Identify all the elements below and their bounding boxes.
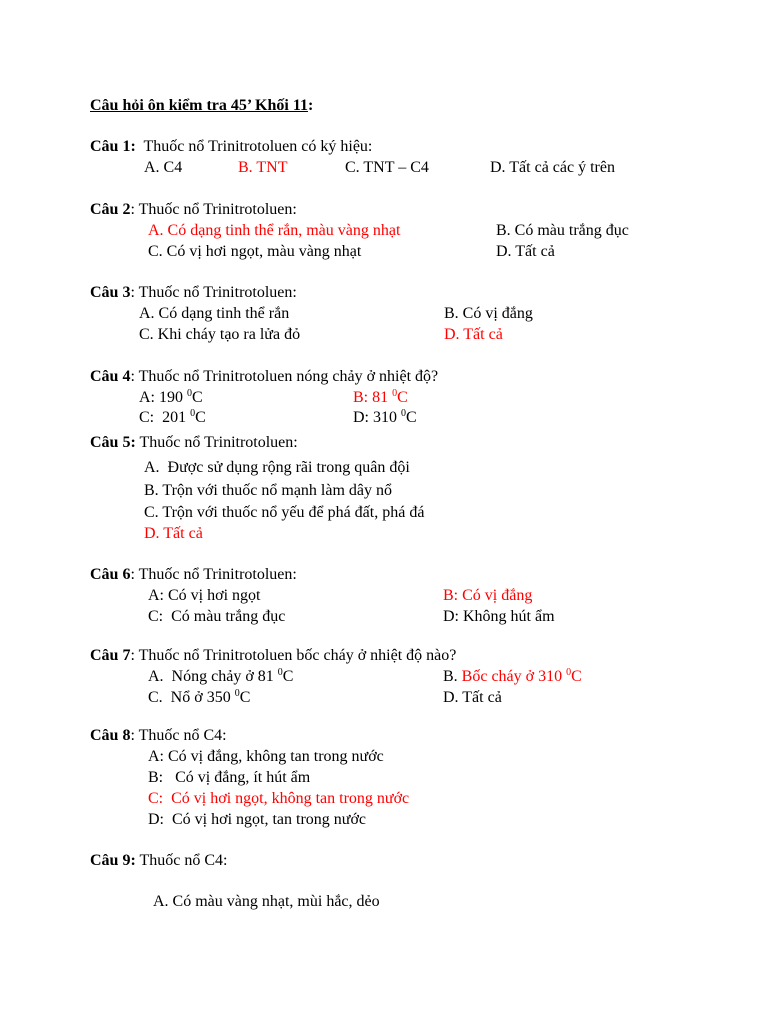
question-8 bbox=[90, 728, 227, 744]
q5-option-d-answer: D. Tất cả bbox=[144, 525, 203, 542]
question-1 bbox=[90, 139, 372, 155]
option-text: D. Tất cả bbox=[443, 689, 502, 706]
option-text: B: 81 bbox=[353, 389, 393, 406]
q1-option-b-answer: B. TNT bbox=[238, 159, 288, 176]
question-6 bbox=[90, 567, 297, 583]
question-7 bbox=[90, 648, 456, 664]
question-5 bbox=[90, 435, 298, 451]
unit: C bbox=[282, 668, 294, 685]
title-text: Câu hỏi ôn kiểm tra 45’ Khối 11 bbox=[90, 97, 308, 114]
unit: C bbox=[195, 409, 206, 426]
q8-option-c-answer: C: Có vị hơi ngọt, không tan trong nước bbox=[148, 790, 410, 807]
q8-option-a: A: Có vị đắng, không tan trong nước bbox=[148, 748, 384, 765]
q2-option-d: D. Tất cả bbox=[496, 243, 555, 260]
q8-option-d: D: Có vị hơi ngọt, tan trong nước bbox=[148, 811, 367, 828]
question-text: : Thuốc nổ C4: bbox=[130, 727, 227, 744]
degree-sup: 0 bbox=[566, 667, 572, 678]
option-text: A. Nóng chảy ở 81 bbox=[148, 668, 278, 685]
title-colon: : bbox=[307, 97, 314, 114]
q3-option-b: B. Có vị đắng bbox=[444, 305, 533, 322]
question-text: : Thuốc nổ Trinitrotoluen nóng chảy ở nhiệt độ? bbox=[130, 368, 439, 385]
option-text: Bốc cháy ở 310 bbox=[461, 668, 567, 685]
degree-sup: 0 bbox=[401, 408, 406, 419]
q7-option-d bbox=[443, 690, 502, 706]
question-text: : Thuốc nổ Trinitrotoluen: bbox=[130, 201, 297, 218]
degree-sup: 0 bbox=[187, 388, 192, 399]
option-text: C. Nổ ở 350 bbox=[148, 689, 235, 706]
option-text: C: 201 bbox=[139, 409, 191, 426]
q5-option-a: A. Được sử dụng rộng rãi trong quân đội bbox=[144, 459, 410, 476]
q7-option-c bbox=[148, 690, 250, 706]
q6-option-c: C: Có màu trắng đục bbox=[148, 608, 286, 625]
document-title bbox=[90, 98, 313, 114]
degree-sup: 0 bbox=[392, 388, 398, 399]
q4-option-a bbox=[139, 390, 203, 406]
question-number: Câu 1: bbox=[90, 138, 136, 155]
question-text: : Thuốc nổ Trinitrotoluen: bbox=[130, 566, 297, 583]
question-text: Thuốc nổ Trinitrotoluen: bbox=[135, 434, 298, 451]
question-text: : Thuốc nổ Trinitrotoluen: bbox=[130, 284, 297, 301]
question-number: Câu 2 bbox=[90, 201, 131, 218]
q5-option-b: B. Trộn với thuốc nổ mạnh làm dây nổ bbox=[144, 482, 393, 499]
question-text: Thuốc nổ C4: bbox=[135, 852, 228, 869]
q7-option-a bbox=[148, 669, 293, 685]
unit: C bbox=[406, 409, 417, 426]
q1-option-d: D. Tất cả các ý trên bbox=[490, 159, 615, 176]
unit: C bbox=[192, 389, 203, 406]
question-2 bbox=[90, 202, 297, 218]
q6-option-a: A: Có vị hơi ngọt bbox=[148, 587, 261, 604]
degree-sup: 0 bbox=[190, 408, 196, 419]
option-letter: B. bbox=[443, 668, 462, 685]
question-text: Thuốc nổ Trinitrotoluen có ký hiệu: bbox=[135, 138, 373, 155]
unit: C bbox=[239, 689, 251, 706]
question-number: Câu 6 bbox=[90, 566, 131, 583]
option-text: D: 310 bbox=[353, 409, 401, 426]
q3-option-a: A. Có dạng tinh thể rắn bbox=[139, 305, 290, 322]
q3-option-d-answer: D. Tất cả bbox=[444, 326, 503, 343]
question-text: : Thuốc nổ Trinitrotoluen bốc cháy ở nhiệt độ nào? bbox=[130, 647, 457, 664]
question-number: Câu 7 bbox=[90, 647, 131, 664]
question-number: Câu 3 bbox=[90, 284, 131, 301]
q7-option-b-answer bbox=[443, 669, 582, 685]
option-text: A: 190 bbox=[139, 389, 187, 406]
q4-option-d bbox=[353, 410, 417, 426]
q6-option-d: D: Không hút ẩm bbox=[443, 608, 555, 625]
q4-option-b-answer bbox=[353, 390, 408, 406]
q2-option-b: B. Có màu trắng đục bbox=[496, 222, 629, 239]
q4-option-c bbox=[139, 410, 206, 426]
q2-option-a-answer: A. Có dạng tinh thể rắn, màu vàng nhạt bbox=[148, 222, 401, 239]
q3-option-c: C. Khi cháy tạo ra lửa đỏ bbox=[139, 326, 301, 343]
q6-option-b-answer: B: Có vị đắng bbox=[443, 587, 533, 604]
q5-option-c: C. Trộn với thuốc nổ yếu để phá đất, phá đá bbox=[144, 504, 425, 521]
degree-sup: 0 bbox=[234, 688, 240, 699]
question-number: Câu 8 bbox=[90, 727, 131, 744]
unit: C bbox=[571, 668, 582, 685]
question-3 bbox=[90, 285, 297, 301]
q8-option-b: B: Có vị đắng, ít hút ẩm bbox=[148, 769, 311, 786]
question-number: Câu 5: bbox=[90, 434, 136, 451]
unit: C bbox=[397, 389, 408, 406]
q2-option-c: C. Có vị hơi ngọt, màu vàng nhạt bbox=[148, 243, 362, 260]
question-4 bbox=[90, 369, 438, 385]
degree-sup: 0 bbox=[277, 667, 283, 678]
question-number: Câu 9: bbox=[90, 852, 136, 869]
question-9 bbox=[90, 853, 227, 869]
q9-option-a: A. Có màu vàng nhạt, mùi hắc, dẻo bbox=[153, 893, 380, 910]
q1-option-a: A. C4 bbox=[144, 159, 183, 176]
question-number: Câu 4 bbox=[90, 368, 131, 385]
q1-option-c: C. TNT – C4 bbox=[345, 159, 429, 176]
